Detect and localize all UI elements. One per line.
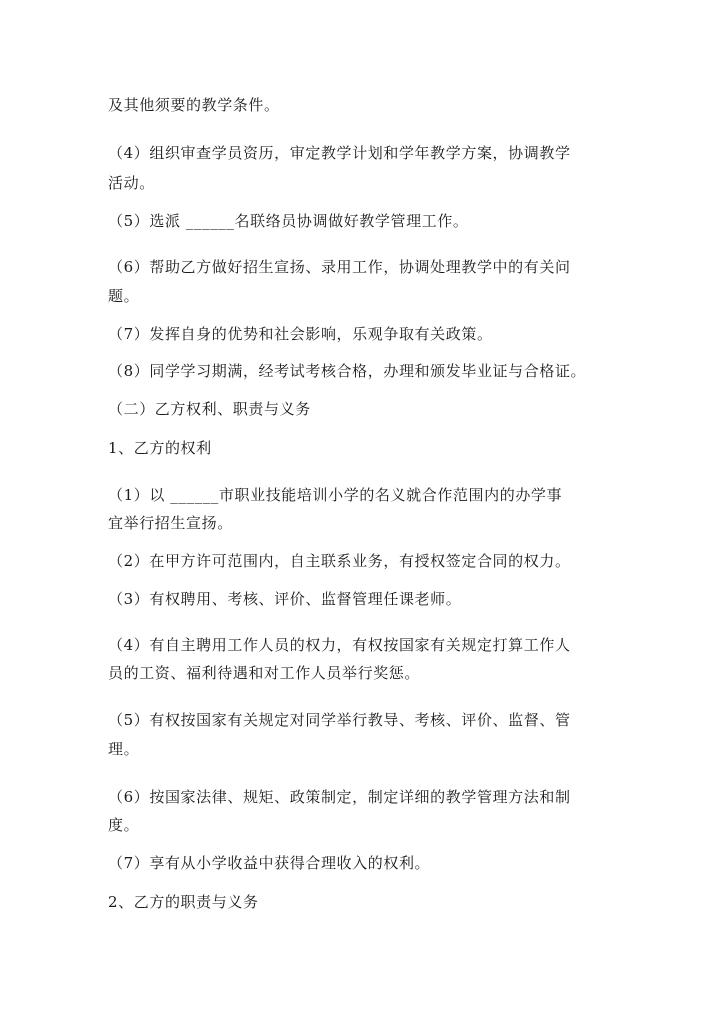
section-heading: （二）乙方权利、职责与义务 xyxy=(108,400,311,418)
text-line: 题。 xyxy=(108,287,140,305)
text-line: （1）以 ______市职业技能培训小学的名义就合作范围内的办学事 xyxy=(108,486,563,504)
subsection-heading: 2、乙方的职责与义务 xyxy=(108,893,259,911)
subsection-heading: 1、乙方的权利 xyxy=(108,439,212,457)
text-line: （4）组织审查学员资历，审定教学计划和学年教学方案，协调教学 xyxy=(108,144,571,162)
text-line: 活动。 xyxy=(108,174,155,192)
text-line: （2）在甲方许可范围内，自主联系业务，有授权签定合同的权力。 xyxy=(108,552,571,570)
text-line: 及其他须要的教学条件。 xyxy=(108,96,280,114)
text-line: （3）有权聘用、考核、评价、监督管理任课老师。 xyxy=(108,590,462,608)
text-line: （8）同学学习期满，经考试考核合格，办理和颁发毕业证与合格证。 xyxy=(108,362,587,380)
text-line: 员的工资、福利待遇和对工作人员举行奖惩。 xyxy=(108,664,421,682)
text-line: 度。 xyxy=(108,816,140,834)
text-line: 理。 xyxy=(108,740,140,758)
text-line: （4）有自主聘用工作人员的权力，有权按国家有关规定打算工作人 xyxy=(108,636,571,654)
text-line: （7）发挥自身的优势和社会影响，乐观争取有关政策。 xyxy=(108,325,493,343)
text-line: （6）帮助乙方做好招生宣扬、录用工作，协调处理教学中的有关问 xyxy=(108,258,571,276)
text-line: （5）有权按国家有关规定对同学举行教导、考核、评价、监督、管 xyxy=(108,711,571,729)
text-line: （5）选派 ______名联络员协调做好教学管理工作。 xyxy=(108,212,469,230)
text-line: （7）享有从小学收益中获得合理收入的权利。 xyxy=(108,854,431,872)
text-line: （6）按国家法律、规矩、政策制定，制定详细的教学管理方法和制 xyxy=(108,788,571,806)
text-line: 宜举行招生宣扬。 xyxy=(108,514,233,532)
